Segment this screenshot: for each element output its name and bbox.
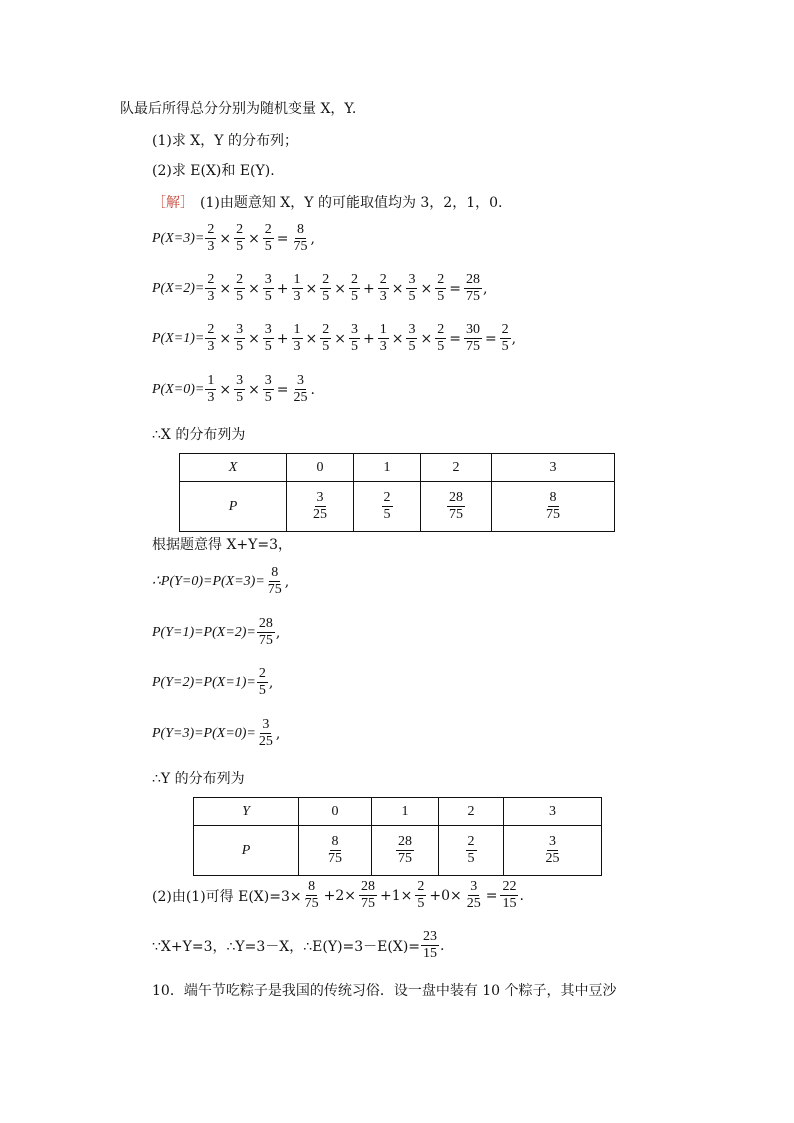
- formula-ex: (2)由(1)可得 E(X)=3× $\frac{8}{75}$ +2× $\frac{28}{75}$ +1× $\frac{2}{5}$ +0× $\frac{3}{25}$ = $\frac{22}{15}$ .: [152, 879, 524, 911]
- formula-py2: P(Y=2)=P(X=1)= $\frac{2}{5}$ ,: [152, 666, 274, 698]
- formula-py0: ∴P(Y=0)=P(X=3)= $\frac{8}{75}$ ,: [152, 565, 290, 597]
- table-row: P $\frac{8}{75}$ $\frac{28}{75}$ $\frac{2}{5}$ $\frac{3}{25}$: [194, 826, 602, 876]
- formula-px0: P(X=0)= $\frac{1}{3}$ × $\frac{3}{5}$ × $\frac{3}{5}$ = $\frac{3}{25}$ .: [152, 373, 315, 405]
- formula-py1: P(Y=1)=P(X=2)= $\frac{28}{75}$ ,: [152, 616, 281, 648]
- table-row: Y 0 1 2 3: [194, 798, 602, 826]
- question-10: 10．端午节吃粽子是我国的传统习俗．设一盘中装有 10 个粽子，其中豆沙: [152, 983, 617, 999]
- intro-line: 队最后所得总分分别为随机变量 X，Y.: [120, 101, 357, 117]
- question-1: (1)求 X，Y 的分布列；: [152, 133, 298, 149]
- x-distribution-table: [179, 453, 615, 532]
- x-dist-title: ∴X 的分布列为: [152, 427, 246, 443]
- question-2: (2)求 E(X)和 E(Y).: [152, 163, 275, 179]
- solution-line: ［解］ (1)由题意知 X，Y 的可能取值均为 3，2，1，0.: [152, 192, 502, 212]
- formula-px2: P(X=2)= $\frac{2}{3}$ × $\frac{2}{5}$ × $\frac{3}{5}$ + $\frac{1}{3}$ × $\frac{2}{5}$ × $\frac{2}{5}$ + $\frac{2}{3}$ × $\frac{3}{5}$ × $\frac{2}{5}$ = $\frac{28}{75}$ ,: [152, 272, 488, 304]
- y-distribution-table: [193, 797, 602, 876]
- formula-px1: P(X=1)= $\frac{2}{3}$ × $\frac{3}{5}$ × $\frac{3}{5}$ + $\frac{1}{3}$ × $\frac{2}{5}$ × $\frac{3}{5}$ + $\frac{1}{3}$ × $\frac{3}{5}$ × $\frac{2}{5}$ = $\frac{30}{75}$ = $\frac{2}{5}$ ,: [152, 322, 517, 354]
- y-dist-title: ∴Y 的分布列为: [152, 771, 245, 787]
- table-row: P $\frac{3}{25}$ $\frac{2}{5}$ $\frac{28}{75}$ $\frac{8}{75}$: [180, 482, 615, 532]
- formula-ey: ∵X+Y=3，∴Y=3－X，∴E(Y)=3－E(X)= $\frac{23}{15}$ .: [152, 929, 445, 961]
- formula-px3: P(X=3)= $\frac{2}{3}$ × $\frac{2}{5}$ × $\frac{2}{5}$ = $\frac{8}{75}$ ,: [152, 222, 315, 254]
- table-row: X 0 1 2 3: [180, 454, 615, 482]
- solution-tag: ［解］: [152, 195, 194, 211]
- xy-relation: 根据题意得 X+Y=3，: [152, 537, 293, 553]
- formula-py3: P(Y=3)=P(X=0)= $\frac{3}{25}$ ,: [152, 717, 281, 749]
